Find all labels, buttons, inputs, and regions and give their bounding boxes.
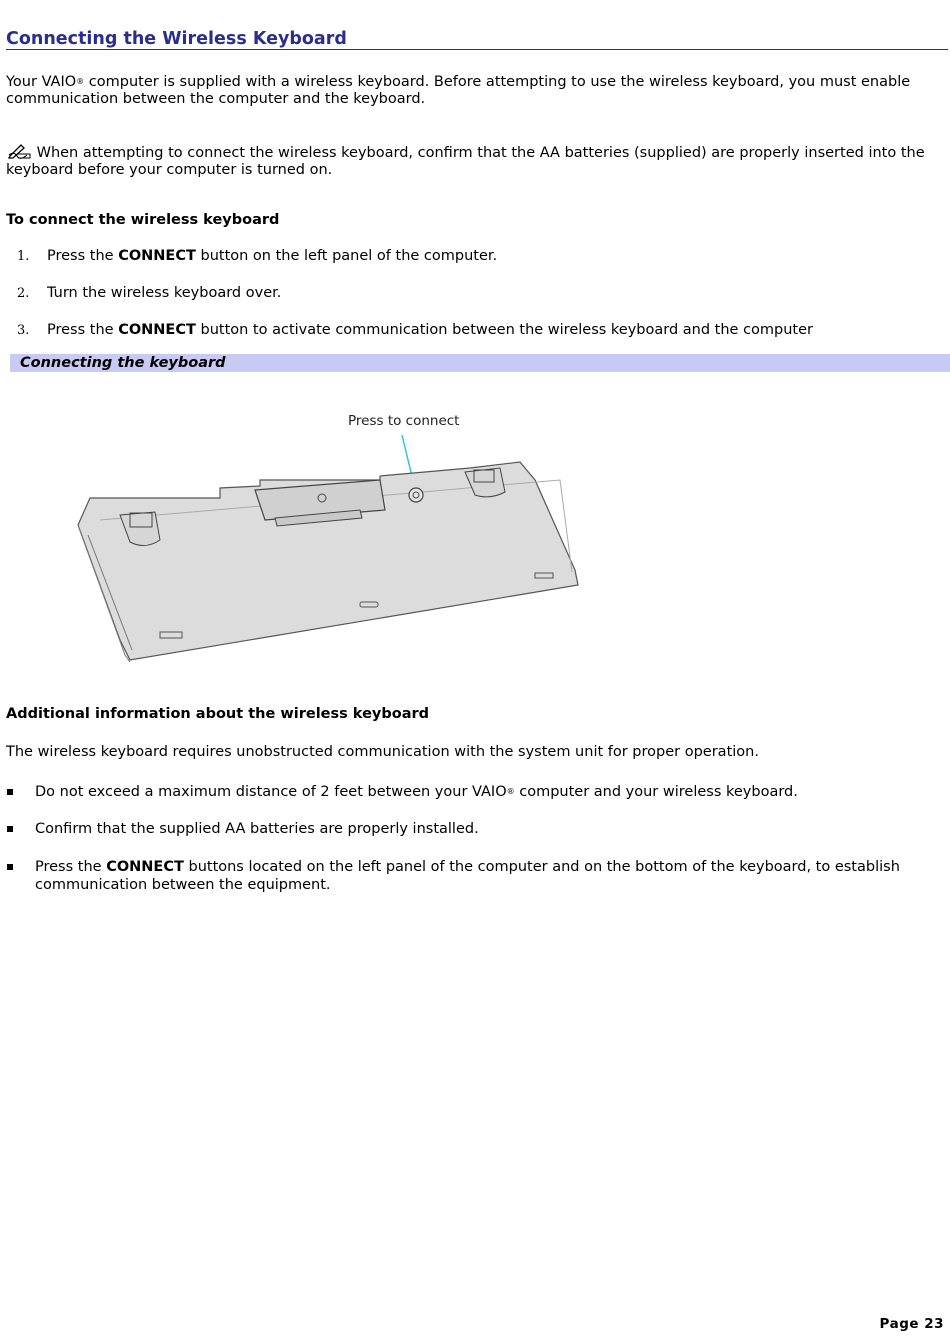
bullet-text: Do not exceed a maximum distance of 2 feet between your VAIO (35, 784, 507, 800)
step-bold: CONNECT (118, 248, 196, 264)
step-2 (47, 285, 281, 301)
registered-mark: ® (506, 787, 515, 796)
step-3 (47, 322, 813, 338)
registered-mark: ® (76, 77, 85, 86)
procedure-heading: To connect the wireless keyboard (6, 212, 280, 228)
intro-text-2: computer is supplied with a wireless keyboard. Before attempting to use the wireless keyboard, you must enable communication between the computer and the keyboard. (6, 74, 911, 107)
intro-text-1: Your VAIO (6, 74, 77, 90)
intro-paragraph (6, 73, 936, 108)
page-title: Connecting the Wireless Keyboard (6, 29, 948, 50)
step-text: button on the left panel of the computer. (195, 248, 498, 264)
bullet-item-3 (35, 858, 915, 894)
step-1 (47, 248, 497, 264)
callout-label: Press to connect (348, 413, 460, 429)
note-paragraph (6, 143, 936, 179)
bullet-marker (7, 864, 13, 870)
bullet-marker (7, 789, 13, 795)
additional-heading: Additional information about the wireless keyboard (6, 706, 430, 722)
step-text: Press the (47, 248, 119, 264)
note-text: When attempting to connect the wireless keyboard, confirm that the AA batteries (supplied) are properly inserted into the keyboard before your computer is turned on. (6, 145, 925, 178)
page-number: Page 23 (879, 1316, 944, 1332)
figure-caption: Connecting the keyboard (20, 355, 226, 371)
connect-button (409, 488, 423, 502)
step-text: button to activate communication between the wireless keyboard and the computer (195, 322, 814, 338)
bullet-marker (7, 826, 13, 832)
step-text: Press the (47, 322, 119, 338)
bullet-text: buttons located on the left panel of the computer and on the bottom of the keyboard, to establish communication between the equipment. (35, 859, 900, 893)
step-bold: CONNECT (118, 322, 196, 338)
additional-intro: The wireless keyboard requires unobstructed communication with the system unit for proper operation. (6, 744, 759, 760)
bullet-text: computer and your wireless keyboard. (514, 784, 798, 800)
figure-caption-bar (10, 354, 950, 372)
bullet-text: Confirm that the supplied AA batteries are properly installed. (35, 821, 479, 837)
note-pencil-icon (6, 143, 32, 159)
bullet-text: Press the (35, 859, 107, 875)
step-number: 3. (17, 323, 30, 338)
keyboard-illustration (60, 400, 600, 670)
step-number: 1. (17, 249, 30, 264)
step-number: 2. (17, 286, 30, 301)
bullet-item-1 (35, 783, 915, 801)
step-text: Turn the wireless keyboard over. (47, 285, 282, 301)
bullet-bold: CONNECT (106, 859, 184, 875)
bullet-item-2 (35, 820, 915, 838)
